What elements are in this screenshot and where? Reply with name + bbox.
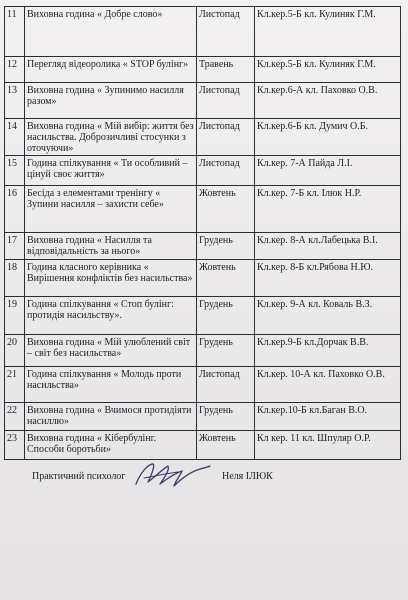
event-title: Година класного керівника « Вирішення конфліктів без насильства» xyxy=(25,260,197,297)
event-title: Виховна година « Мій вибір: життя без насильства. Доброзичливі стосунки з оточуючи» xyxy=(25,119,197,156)
row-number: 16 xyxy=(5,186,25,233)
table-row xyxy=(5,297,401,335)
row-number: 15 xyxy=(5,156,25,186)
row-number: 23 xyxy=(5,431,25,460)
responsible-person: Кл.кер.10-Б кл.Баган В.О. xyxy=(255,403,401,431)
row-number: 18 xyxy=(5,260,25,297)
event-term: Жовтень xyxy=(197,431,255,460)
events-table xyxy=(4,6,401,460)
responsible-person: Кл.кер. 10-А кл. Паховко О.В. xyxy=(255,367,401,403)
event-title: Година спілкування « Молодь проти насильства» xyxy=(25,367,197,403)
responsible-person: Кл кер. 11 кл. Шпуляр О.Р. xyxy=(255,431,401,460)
event-term: Грудень xyxy=(197,297,255,335)
row-number: 13 xyxy=(5,83,25,119)
table-row xyxy=(5,431,401,460)
responsible-person: Кл.кер. 9-А кл. Коваль В.З. xyxy=(255,297,401,335)
event-term: Листопад xyxy=(197,119,255,156)
row-number: 19 xyxy=(5,297,25,335)
signer-position: Практичний психолог xyxy=(32,471,126,482)
table-row xyxy=(5,403,401,431)
handwritten-signature xyxy=(130,458,214,492)
event-term: Грудень xyxy=(197,233,255,260)
table-row xyxy=(5,119,401,156)
responsible-person: Кл.кер. 8-А кл.Лабецька В.І. xyxy=(255,233,401,260)
table-row xyxy=(5,335,401,367)
event-title: Година спілкування « Ти особливий – цінуй своє життя» xyxy=(25,156,197,186)
row-number: 12 xyxy=(5,57,25,83)
event-title: Виховна година « Вчимося протидіяти насиллю» xyxy=(25,403,197,431)
event-term: Грудень xyxy=(197,403,255,431)
event-term: Листопад xyxy=(197,83,255,119)
responsible-person: Кл.кер. 8-Б кл.Рябова Н.Ю. xyxy=(255,260,401,297)
table-row xyxy=(5,367,401,403)
table-row xyxy=(5,83,401,119)
responsible-person: Кл.кер.5-Б кл. Кулиняк Г.М. xyxy=(255,57,401,83)
event-title: Виховна година « Насилля та відповідальність за нього» xyxy=(25,233,197,260)
responsible-person: Кл.кер.6-Б кл. Думич О.Б. xyxy=(255,119,401,156)
responsible-person: Кл.кер.5-Б кл. Кулиняк Г.М. xyxy=(255,7,401,57)
event-term: Листопад xyxy=(197,7,255,57)
row-number: 20 xyxy=(5,335,25,367)
event-title: Виховна година « Добре слово» xyxy=(25,7,197,57)
table-row xyxy=(5,7,401,57)
event-title: Година спілкування « Стоп булінг: протидія насильству». xyxy=(25,297,197,335)
table-row xyxy=(5,186,401,233)
event-title: Бесіда з елементами тренінгу « Зупини насилля – захисти себе» xyxy=(25,186,197,233)
row-number: 14 xyxy=(5,119,25,156)
table-row xyxy=(5,260,401,297)
event-title: Перегляд відеоролика « STOP булінг» xyxy=(25,57,197,83)
row-number: 21 xyxy=(5,367,25,403)
table-row xyxy=(5,57,401,83)
row-number: 11 xyxy=(5,7,25,57)
signer-name: Неля ІЛЮК xyxy=(222,471,273,482)
table-row xyxy=(5,233,401,260)
event-term: Листопад xyxy=(197,367,255,403)
responsible-person: Кл.кер.6-А кл. Паховко О.В. xyxy=(255,83,401,119)
responsible-person: Кл.кер.9-Б кл.Дорчак В.В. xyxy=(255,335,401,367)
responsible-person: Кл.кер. 7-Б кл. Ілюк Н.Р. xyxy=(255,186,401,233)
event-title: Виховна година « Кібербулінг. Способи боротьби» xyxy=(25,431,197,460)
event-term: Травень xyxy=(197,57,255,83)
responsible-person: Кл.кер. 7-А Пайда Л.І. xyxy=(255,156,401,186)
event-title: Виховна година « Мій улюблений світ – світ без насильства» xyxy=(25,335,197,367)
event-term: Листопад xyxy=(197,156,255,186)
event-title: Виховна година « Зупинимо насилля разом» xyxy=(25,83,197,119)
event-term: Жовтень xyxy=(197,260,255,297)
table-row xyxy=(5,156,401,186)
row-number: 22 xyxy=(5,403,25,431)
event-term: Жовтень xyxy=(197,186,255,233)
event-term: Грудень xyxy=(197,335,255,367)
row-number: 17 xyxy=(5,233,25,260)
